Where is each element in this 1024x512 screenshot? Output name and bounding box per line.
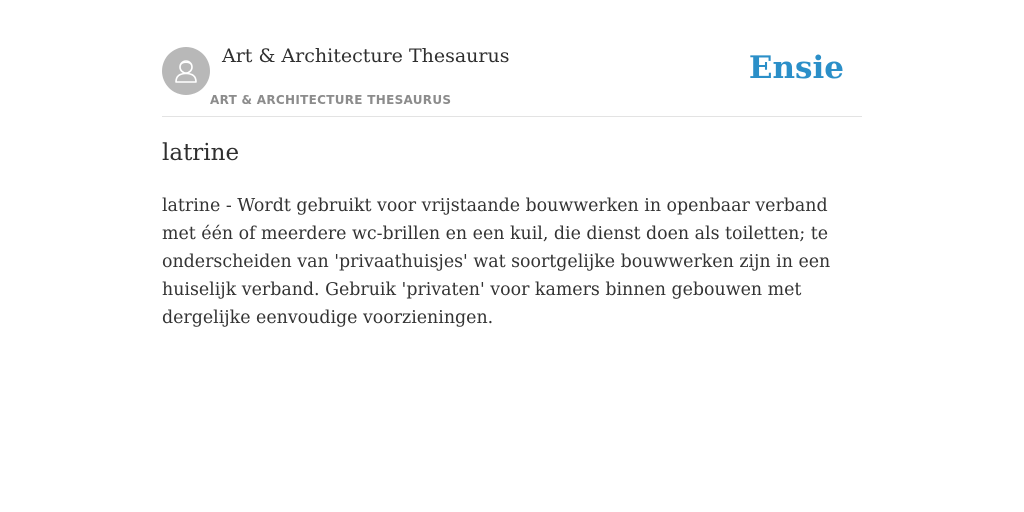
author-name[interactable]: Art & Architecture Thesaurus [222, 45, 510, 67]
user-silhouette-icon [162, 47, 210, 95]
author-header [162, 0, 862, 117]
brand-logo[interactable]: Ensie [748, 50, 844, 86]
entry-title: latrine [162, 140, 240, 166]
author-subtitle: ART & ARCHITECTURE THESAURUS [210, 93, 452, 107]
entry-definition: latrine - Wordt gebruikt voor vrijstaande bouwwerken in openbaar verband met één of meerdere wc-brillen en een kuil, die dienst doen als toiletten; te onderscheiden van 'privaathuisjes' wat soortgelijke bouwwerken zijn in een huiselijk verband. Gebruik 'privaten' voor kamers binnen gebouwen met dergelijke eenvoudige voorzieningen. [162, 196, 831, 328]
avatar[interactable] [162, 47, 210, 95]
